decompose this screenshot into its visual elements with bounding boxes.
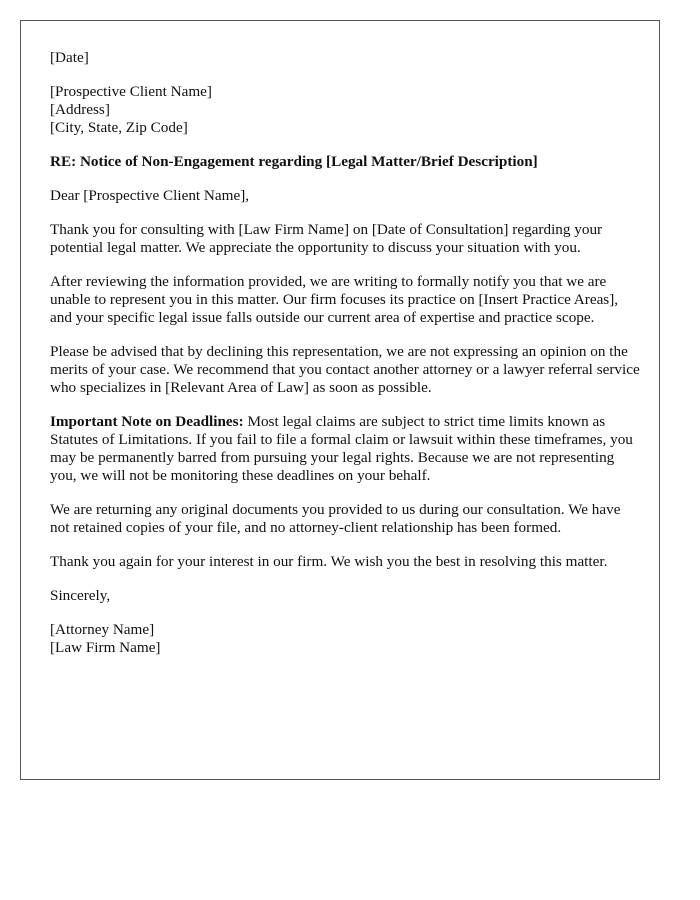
salutation: Dear [Prospective Client Name],	[50, 187, 250, 204]
paragraph-deadlines	[50, 413, 642, 485]
paragraph-advice: Please be advised that by declining this representation, we are not expressing an opinion on the merits of your case. We recommend that you contact another attorney or a lawyer referral service who specializes in [Relevant Area of Law] as soon as possible.	[50, 343, 640, 396]
signature-block	[50, 621, 642, 657]
closing-block	[50, 587, 642, 605]
recipient-address: [Address]	[50, 101, 110, 118]
letter-date: [Date]	[50, 49, 89, 66]
recipient-block	[50, 83, 642, 137]
deadlines-label: Important Note on Deadlines:	[50, 413, 244, 430]
letter-content	[50, 49, 642, 673]
letter-page	[20, 20, 660, 780]
closing: Sincerely,	[50, 587, 111, 604]
re-line-block	[50, 153, 642, 171]
date-block	[50, 49, 642, 67]
paragraph-documents: We are returning any original documents you provided to us during our consultation. We have not retained copies of your file, and no attorney-client relationship has been formed.	[50, 501, 621, 536]
paragraph-consultation: Thank you for consulting with [Law Firm Name] on [Date of Consultation] regarding your potential legal matter. We appreciate the opportunity to discuss your situation with you.	[50, 221, 603, 256]
law-firm-name: [Law Firm Name]	[50, 639, 161, 656]
recipient-name: [Prospective Client Name]	[50, 83, 212, 100]
re-line: RE: Notice of Non-Engagement regarding [Legal Matter/Brief Description]	[50, 153, 538, 170]
salutation-block	[50, 187, 642, 205]
paragraph-declination: After reviewing the information provided, we are writing to formally notify you that we are unable to represent you in this matter. Our firm focuses its practice on [Insert Practice Areas], and your specific legal issue falls outside our current area of expertise and practice scope.	[50, 273, 619, 326]
attorney-name: [Attorney Name]	[50, 621, 155, 638]
paragraph-closing-remarks: Thank you again for your interest in our firm. We wish you the best in resolving this matter.	[50, 553, 608, 570]
recipient-city-state-zip: [City, State, Zip Code]	[50, 119, 188, 136]
deadlines-text: Most legal claims are subject to strict time limits known as Statutes of Limitations. If you fail to file a formal claim or lawsuit within these timeframes, you may be permanently barred from pursuing your legal rights. Because we are not representing you, we will not be monitoring these deadlines on your behalf.	[50, 413, 633, 484]
